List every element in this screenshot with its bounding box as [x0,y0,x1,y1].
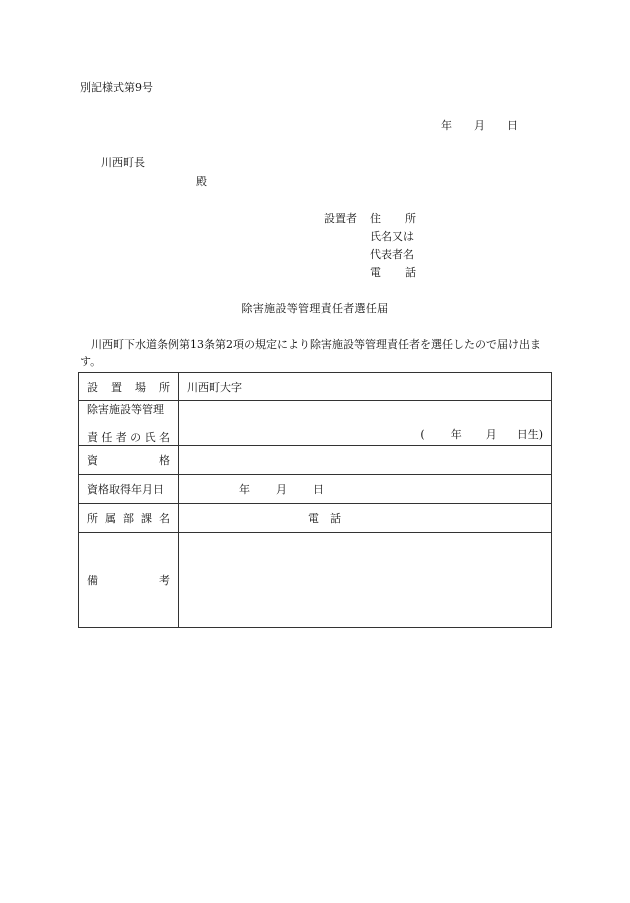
department-phone-label: 電 話 [308,512,341,525]
location-field[interactable]: 川西町大字 [179,373,552,401]
row-qualification [79,446,552,475]
remarks-label: 備 考 [79,533,179,628]
department-label: 所 属 部 課 名 [79,504,179,533]
installer-address-label: 住 所 [370,212,416,225]
document-title: 除害施設等管理責任者選任届 [241,302,389,315]
notification-form-table [78,372,552,628]
manager-label: 除害施設等管理 責 任 者 の 氏 名 [79,401,179,446]
location-label: 設 置 場 所 [79,373,179,401]
addressee: 川西町長 [101,156,145,169]
acquired-date-field[interactable]: 年 月 日 [179,475,552,504]
row-department [79,504,552,533]
installer-label: 設置者 [324,212,357,225]
honorific: 殿 [196,175,207,188]
row-manager [79,401,552,446]
acquired-date-label: 資格取得年月日 [79,475,179,504]
date-day: 日 [507,119,518,132]
form-number: 別記様式第9号 [80,81,153,94]
body-paragraph: 川西町下水道条例第13条第2項の規定により除害施設等管理責任者を選任したので届け出ます。 [80,338,541,368]
birth-date: ( 年 月 日生) [420,428,543,441]
date-year: 年 [441,119,452,132]
qualification-field[interactable] [179,446,552,475]
qualification-label: 資 格 [79,446,179,475]
installer-phone-label: 電 話 [370,266,416,279]
row-remarks [79,533,552,628]
installer-fields [370,212,416,284]
row-acquired [79,475,552,504]
installer-name-label-2: 代表者名 [370,248,414,261]
remarks-field[interactable] [179,533,552,628]
manager-name-field[interactable] [179,401,552,446]
submission-date [441,119,518,133]
date-month: 月 [474,119,485,132]
installer-name-label-1: 氏名又は [370,230,414,243]
department-field[interactable] [179,504,552,533]
row-location [79,373,552,401]
